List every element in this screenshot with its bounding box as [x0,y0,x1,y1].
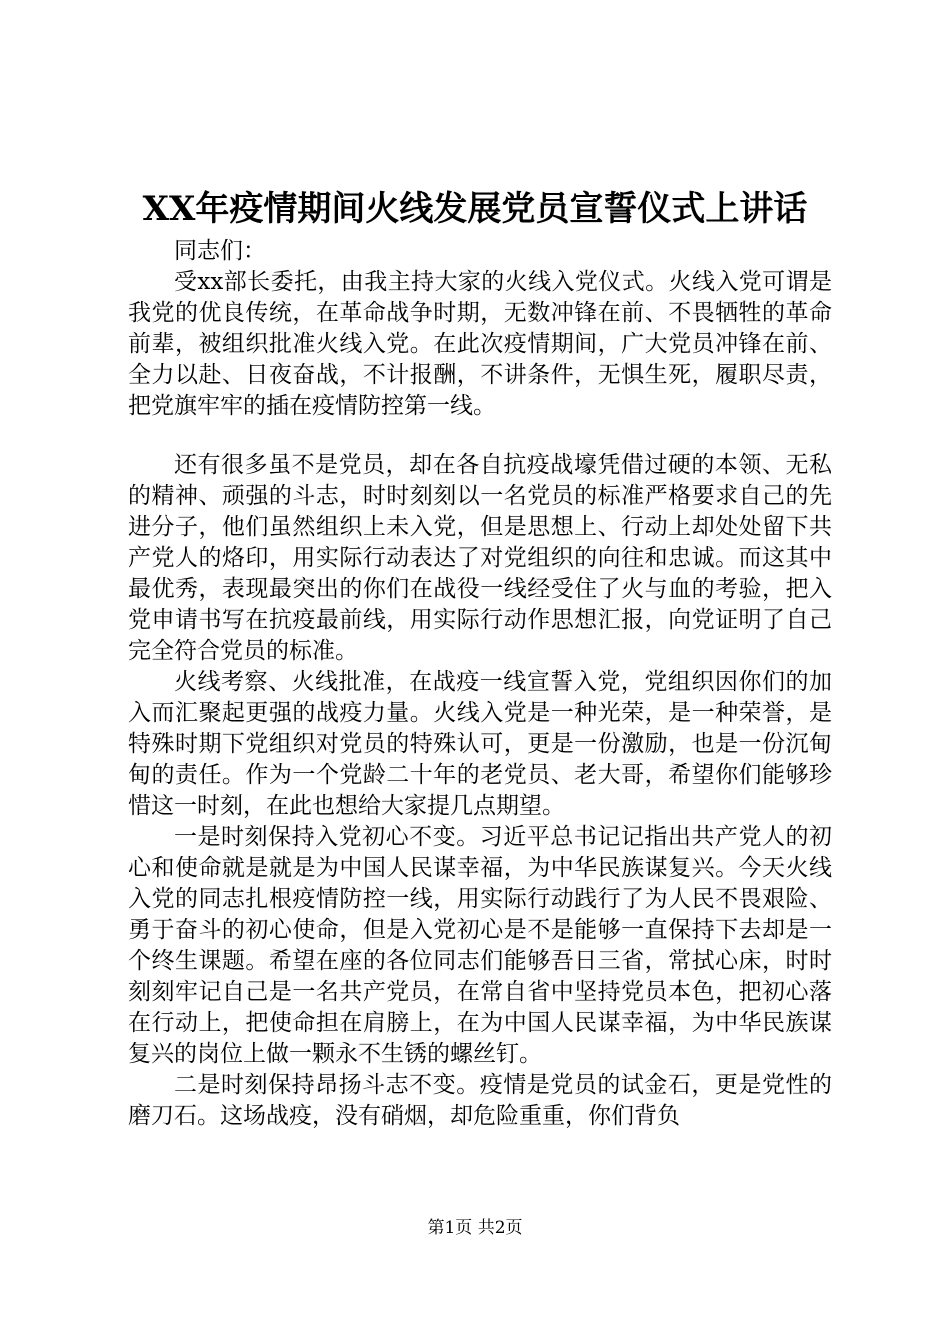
paragraph-3: 火线考察、火线批准，在战疫一线宣誓入党，党组织因你们的加入而汇聚起更强的战疫力量。火线入党是一种光荣，是一种荣誉，是特殊时期下党组织对党员的特殊认可，更是一份激励，也是一份沉甸甸的责任。作为一个党龄二十年的老党员、老大哥，希望你们能够珍惜这一时刻，在此也想给大家提几点期望。 [128,669,832,819]
paragraph-1: 受xx部长委托，由我主持大家的火线入党仪式。火线入党可谓是我党的优良传统，在革命战争时期，无数冲锋在前、不畏牺牲的革命前辈，被组织批准火线入党。在此次疫情期间，广大党员冲锋在前、全力以赴、日夜奋战，不计报酬，不讲条件，无惧生死，履职尽责，把党旗牢牢的插在疫情防控第一线。 [128,269,832,419]
page-number-footer: 第1页 共2页 [427,1218,523,1238]
paragraph-4: 一是时刻保持入党初心不变。习近平总书记记指出共产党人的初心和使命就是就是为中国人民谋幸福，为中华民族谋复兴。今天火线入党的同志扎根疫情防控一线，用实际行动践行了为人民不畏艰险、勇于奋斗的初心使命，但是入党初心是不是能够一直保持下去却是一个终生课题。希望在座的各位同志们能够吾日三省，常拭心床，时时刻刻牢记自己是一名共产党员，在常自省中坚持党员本色，把初心落在行动上，把使命担在肩膀上，在为中国人民谋幸福，为中华民族谋复兴的岗位上做一颗永不生锈的螺丝钉。 [128,824,832,1067]
document-title: XX年疫情期间火线发展党员宣誓仪式上讲话 [142,189,808,229]
paragraph-2: 还有很多虽不是党员，却在各自抗疫战壕凭借过硬的本领、无私的精神、顽强的斗志，时时刻刻以一名党员的标准严格要求自己的先进分子，他们虽然组织上未入党，但是思想上、行动上却处处留下共产党人的烙印，用实际行动表达了对党组织的向往和忠诚。而这其中最优秀，表现最突出的你们在战役一线经受住了火与血的考验，把入党申请书写在抗疫最前线，用实际行动作思想汇报，向党证明了自己完全符合党员的标准。 [128,452,832,664]
document-body [128,236,832,1132]
paragraph-spacer [128,422,832,450]
paragraph-5: 二是时刻保持昂扬斗志不变。疫情是党员的试金石，更是党性的磨刀石。这场战疫，没有硝烟，却危险重重，你们背负 [128,1072,832,1129]
salutation: 同志们： [174,238,266,264]
